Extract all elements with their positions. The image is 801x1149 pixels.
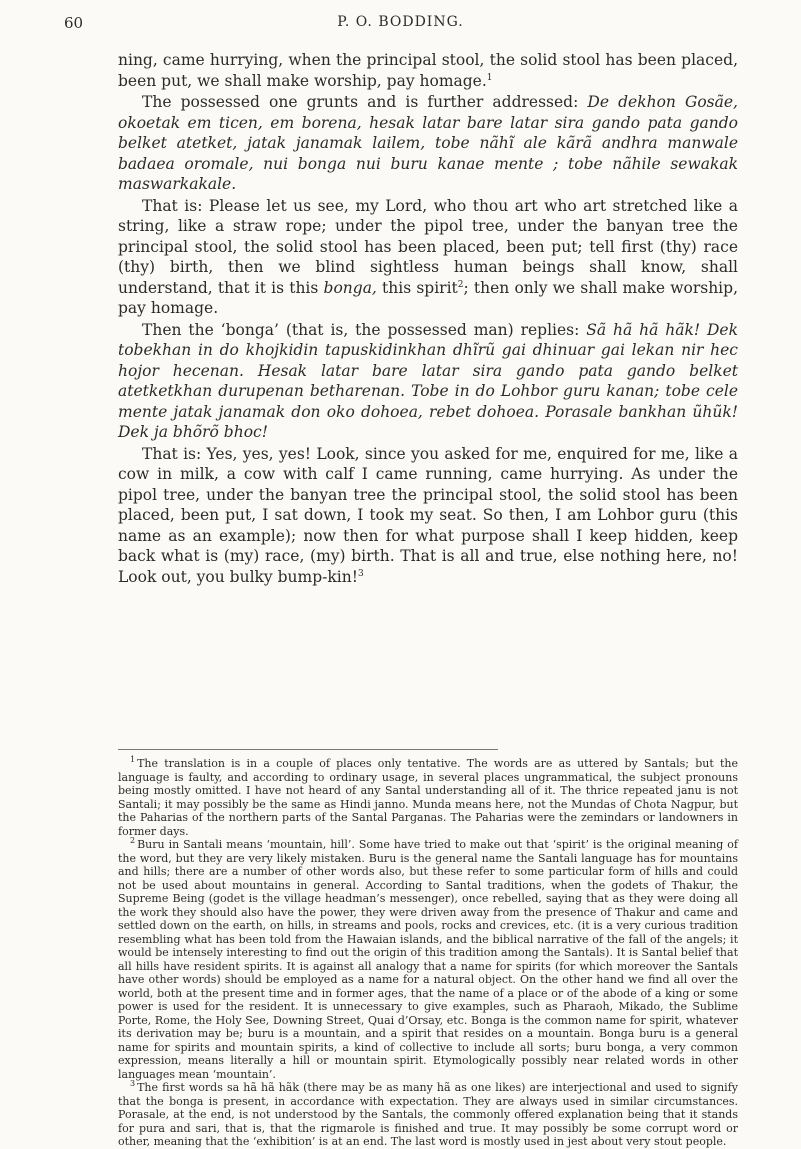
p1-text: ning, came hurrying, when the principal stool, the solid stool has been placed, been put, we shall make worship, pay homage. [118, 51, 738, 90]
p3-text-b: this spirit [382, 278, 458, 297]
paragraph-2 [118, 92, 738, 195]
santali-invocation: De dekhon Gosãe, okoetak em ticen, em borena, hesak latar bare latar sira gando pata gando belket atetket, jatak janamak lailem, tobe nãhĩ ale kãrã andhra manwale badaea oromale, nui bonga nui buru kanae mente ; tobe nãhile sewakak maswarkakale. [118, 93, 738, 193]
paragraph-3 [118, 196, 738, 319]
footnote-text: Buru in Santali means ‘mountain, hill’. Some have tried to make out that ‘spirit’ is the original meaning of the word, but they are very likely mistaken. Buru is the general name the Santali language has for mountains and hills; there are a number of other words also, but these refer to some particular form of hills and could not be used about mountains in general. According to Santal traditions, when the godets of Thakur, the Supreme Being (godet is the village headman’s messenger), once rebelled, saying that as they were doing all the work they should also have the power, they were driven away from the presence of Thakur and came and settled down on the earth, on hills, in streams and pools, rocks and crevices, etc. (it is a very curious tradition resembling what has been told from the Hawaian islands, and the biblical narrative of the fall of the angels; it would be intensely interesting to find out the origin of this tradition among the Santals). It is Santal belief that all hills have resident spirits. It is against all analogy that a name for spirits (for which moreover the Santals have other words) should be employed as a name for a natural object. On the other hand we find all over the world, both at the present time and in former ages, that the name of a place or of the abode of a king or some power is used for the resident. It is unnecessary to give examples, such as Pharaoh, Mikado, the Sublime Porte, Rome, the Holy See, Downing Street, Quai d’Orsay, etc. Bonga is the common name for spirit, whatever its derivation may be; buru is a mountain, and a spirit that resides on a mountain. Bonga buru is a general name for spirits and mountain spirits, a kind of collective to include all sorts; buru bonga, a very common expression, means literally a hill or mountain spirit. Etymologically possibly near related words in other languages mean ‘mountain’. [118, 838, 738, 1081]
footnote-ref-2: 2 [457, 279, 464, 290]
main-text [118, 50, 738, 588]
footnote-3 [118, 1081, 738, 1149]
p3-bonga: bonga, [323, 278, 377, 297]
p3-text-a: That is: Please let us see, my Lord, who thou art who art stretched like a string, like a straw rope; under the pipol tree, under the banyan tree the principal stool, the solid stool has been placed, been put; tell first (thy) race (thy) birth, then we blind sightless human beings shall know, shall understand, that it is this [118, 196, 738, 297]
running-head: P. O. BODDING. [337, 14, 464, 30]
footnote-text: The first words sa hã hã hãk (there may be as many hã as one likes) are interjectional and used to signify that the bonga is present, in accordance with expectation. They are always used in similar circumstances. Porasale, at the end, is not understood by the Santals, the commonly offered explanation being that it stands for pura and sari, that is, that the rigmarole is finished and true. It may possibly be some corrupt word or other, meaning that the ‘exhibition’ is at an end. The last word is mostly used in jest about very stout people. [118, 1081, 738, 1148]
footnote-ref-1: 1 [486, 72, 493, 83]
santali-reply: Sã hã hã hãk! Dek tobekhan in do khojkidin tapuskidinkhan dhĩrũ gai dhinuar gai lekan nir hec hojor hecenan. Hesak latar bare latar sira gando pata gando belket atetketkhan durupenan betharenan. Tobe in do Lohbor guru kanan; tobe cele mente jatak janamak don oko dohoea, rebet dohoea. Porasale bankhan ũhũk! Dek ja bhõrõ bhoc! [118, 320, 738, 441]
p3-text-c: ; then only we shall make worship, pay homage. [118, 278, 738, 317]
footnotes [118, 757, 738, 1149]
p2-intro: The possessed one grunts and is further addressed: [142, 93, 579, 111]
footnote-ref-3: 3 [357, 568, 364, 579]
paragraph-1 [118, 50, 738, 91]
paragraph-4 [118, 320, 738, 443]
page-number: 60 [64, 14, 84, 32]
footnote-marker: 2 [130, 836, 136, 846]
footnote-text: The translation is in a couple of places only tentative. The words are as uttered by Santals; but the language is faulty, and according to ordinary usage, in several places ungrammatical, the subject pronouns being mostly omitted. I have not heard of any Santal understanding all of it. The thrice repeated janu is not Santali; it may possibly be the same as Hindi janno. Munda means here, not the Mundas of Chota Nagpur, but the Paharias of the northern parts of the Santal Parganas. The Paharias were the zemindars or landowners in former days. [118, 757, 738, 838]
p5-text: That is: Yes, yes, yes! Look, since you asked for me, enquired for me, like a cow in milk, a cow with calf I came running, came hurrying. As under the pipol tree, under the banyan tree the principal stool, the solid stool has been placed, been put, I sat down, I took my seat. So then, I am Lohbor guru (this name as an example); now then for what purpose shall I keep hidden, keep back what is (my) race, (my) birth. That is all and true, else nothing here, no! Look out, you bulky bump-kin! [118, 444, 738, 586]
footnote-marker: 3 [130, 1079, 136, 1089]
footnote-marker: 1 [130, 755, 136, 765]
footnote-1 [118, 757, 738, 838]
p4-intro: Then the ‘bonga’ (that is, the possessed man) replies: [142, 320, 580, 339]
footnote-2 [118, 838, 738, 1081]
page-header [0, 14, 801, 38]
footnote-divider [118, 749, 498, 750]
paragraph-5 [118, 444, 738, 588]
